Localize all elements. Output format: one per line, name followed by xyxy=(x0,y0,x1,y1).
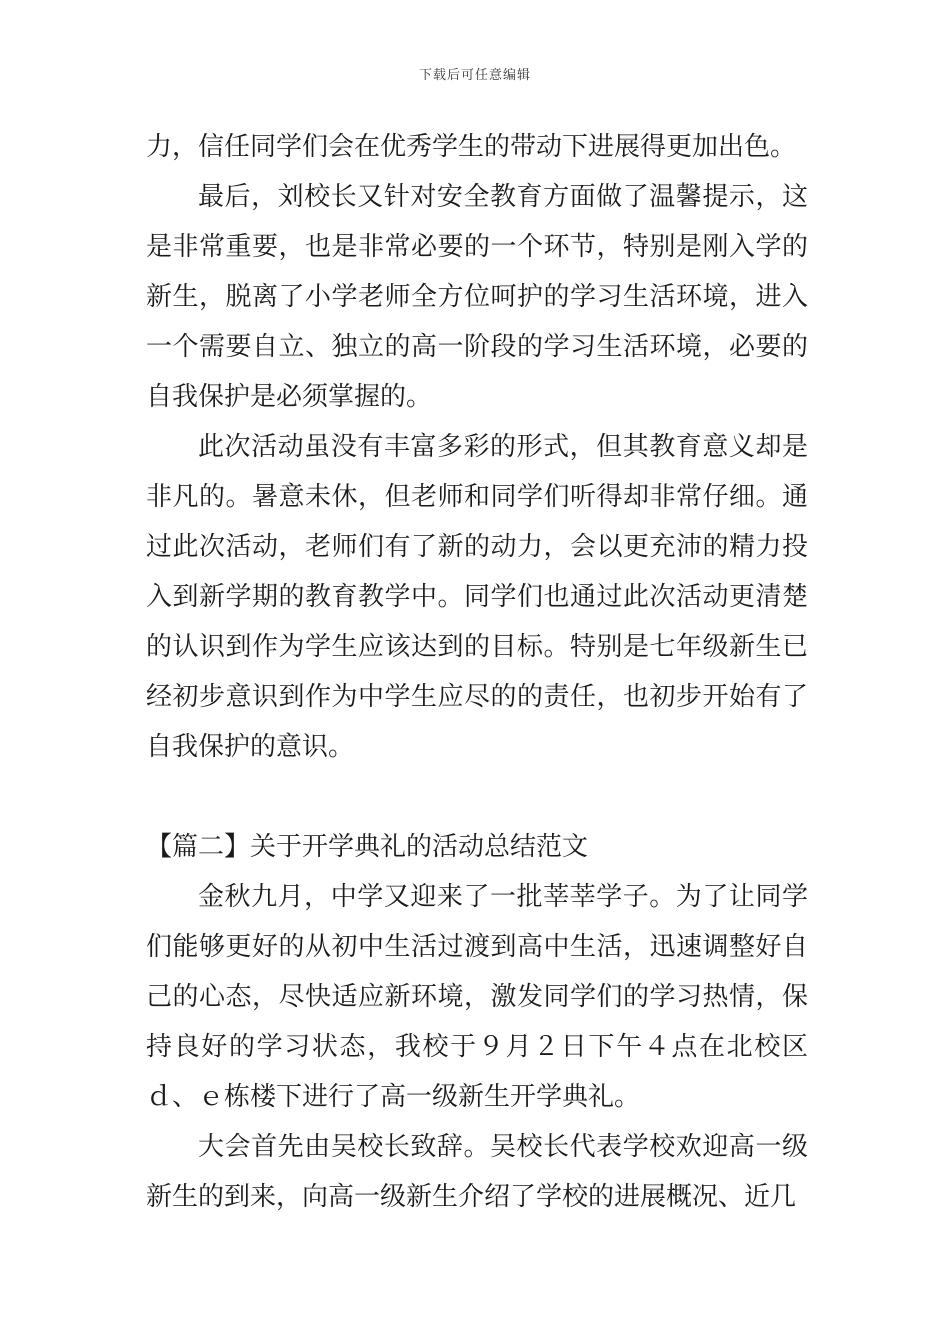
paragraph-principal-speech: 大会首先由吴校长致辞。吴校长代表学校欢迎高一级新生的到来，向高一级新生介绍了学校的进展概况、近几 xyxy=(146,1132,808,1212)
paragraph-activity-significance: 此次活动虽没有丰富多彩的形式，但其教育意义却是非凡的。暑意未休，但老师和同学们听得却非常仔细。通过此次活动，老师们有了新的动力，会以更充沛的精力投入到新学期的教育教学中。同学们也通过此次活动更清楚的认识到作为学生应该达到的目标。特别是七年级新生已经初步意识到作为中学生应尽的的责任，也初步开始有了自我保护的意识。 xyxy=(146,432,808,762)
paragraph-continuation: 力，信任同学们会在优秀学生的带动下进展得更加出色。 xyxy=(146,132,797,162)
header-note: 下载后可任意编辑 xyxy=(418,68,531,83)
document-body xyxy=(146,122,808,1222)
section-spacer xyxy=(146,772,808,822)
paragraph-opening-ceremony: 金秋九月，中学又迎来了一批莘莘学子。为了让同学们能够更好的从初中生活过渡到高中生活，迅速调整好自己的心态，尽快适应新环境，激发同学们的学习热情，保持良好的学习状态，我校于９月２日下午４点在北校区ｄ、ｅ栋楼下进行了高一级新生开学典礼。 xyxy=(146,882,808,1112)
paragraph-safety-reminder: 最后，刘校长又针对安全教育方面做了温馨提示，这是非常重要，也是非常必要的一个环节，特别是刚入学的新生，脱离了小学老师全方位呵护的学习生活环境，进入一个需要自立、独立的高一阶段的学习生活环境，必要的自我保护是必须掌握的。 xyxy=(146,182,808,412)
section-heading: 【篇二】关于开学典礼的活动总结范文 xyxy=(146,832,589,862)
